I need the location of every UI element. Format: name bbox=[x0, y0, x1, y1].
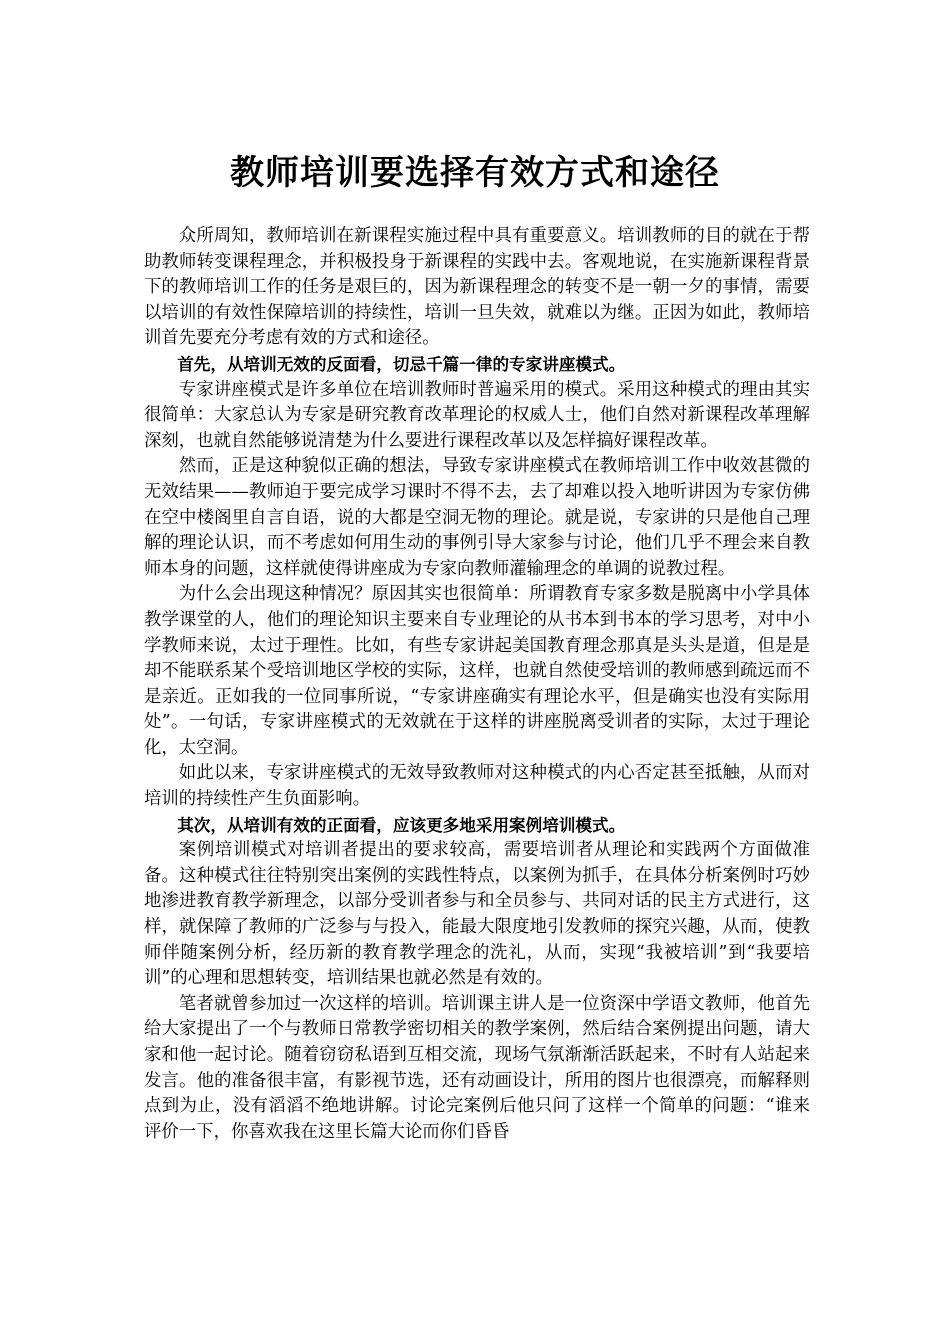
paragraph-case-model: 案例培训模式对培训者提出的要求较高，需要培训者从理论和实践两个方面做准备。这种模式往往特别突出案例的实践性特点，以案例为抓手，在具体分析案例时巧妙地渗进教育教学新理念，以部分受训者参与和全员参与、共同对话的民主方式进行，这样，就保障了教师的广泛参与与投入，能最大限度地引发教师的探究兴趣，从而，使教师伴随案例分析，经历新的教育教学理念的洗礼，从而，实现“我被培训”到“我要培训”的心理和思想转变，培训结果也就必然是有效的。 bbox=[144, 840, 810, 989]
section-heading-first: 首先，从培训无效的反面看，切忌千篇一律的专家讲座模式。 bbox=[177, 354, 626, 374]
document-body bbox=[144, 224, 810, 1145]
paragraph-lecture-model: 专家讲座模式是许多单位在培训教师时普遍采用的模式。采用这种模式的理由其实很简单：大家总认为专家是研究教育改革理论的权威人士，他们自然对新课程改革理解深刻，也就自然能够说清楚为什么要进行课程改革以及怎样搞好课程改革。 bbox=[144, 379, 810, 451]
document-title: 教师培训要选择有效方式和途径 bbox=[230, 152, 720, 193]
paragraph-lecture-reason: 为什么会出现这种情况？原因其实也很简单：所谓教育专家多数是脱离中小学具体教学课堂的人，他们的理论知识主要来自专业理论的从书本到书本的学习思考，对中小学教师来说，太过于理性。比如，有些专家讲起美国教育理念那真是头头是道，但是是却不能联系某个受培训地区学校的实际，这样，也就自然使受培训的教师感到疏远而不是亲近。正如我的一位同事所说，“专家讲座确实有理论水平，但是确实也没有实际用处”。一句话，专家讲座模式的无效就在于这样的讲座脱离受训者的实际，太过于理论化，太空洞。 bbox=[144, 584, 810, 758]
paragraph-lecture-ineffective: 然而，正是这种貌似正确的想法，导致专家讲座模式在教师培训工作中收效甚微的无效结果——教师迫于要完成学习课时不得不去，去了却难以投入地听讲因为专家仿佛在空中楼阁里自言自语，说的大都是空洞无物的理论。就是说，专家讲的只是他自己理解的理论认识，而不考虑如何用生动的事例引导大家参与讨论，他们几乎不理会来自教师本身的问题，这样就使得讲座成为专家向教师灌输理念的单调的说教过程。 bbox=[144, 456, 810, 579]
paragraph-case-example: 笔者就曾参加过一次这样的培训。培训课主讲人是一位资深中学语文教师，他首先给大家提出了一个与教师日常教学密切相关的教学案例，然后结合案例提出问题，请大家和他一起讨论。随着窃窃私语到互相交流，现场气氛渐渐活跃起来，不时有人站起来发言。他的准备很丰富，有影视节选，还有动画设计，所用的图片也很漂亮，而解释则点到为止，没有滔滔不绝地讲解。讨论完案例后他只问了这样一个简单的问题：“谁来评价一下，你喜欢我在这里长篇大论而你们昏昏 bbox=[144, 993, 810, 1142]
paragraph-intro: 众所周知，教师培训在新课程实施过程中具有重要意义。培训教师的目的就在于帮助教师转变课程理念，并积极投身于新课程的实践中去。客观地说，在实施新课程背景下的教师培训工作的任务是艰巨的，因为新课程理念的转变不是一朝一夕的事情，需要以培训的有效性保障培训的持续性，培训一旦失效，就难以为继。正因为如此，教师培训首先要充分考虑有效的方式和途径。 bbox=[144, 226, 810, 349]
section-heading-second: 其次，从培训有效的正面看，应该更多地采用案例培训模式。 bbox=[177, 815, 626, 835]
paragraph-lecture-consequence: 如此以来，专家讲座模式的无效导致教师对这种模式的内心否定甚至抵触，从而对培训的持续性产生负面影响。 bbox=[144, 763, 810, 810]
